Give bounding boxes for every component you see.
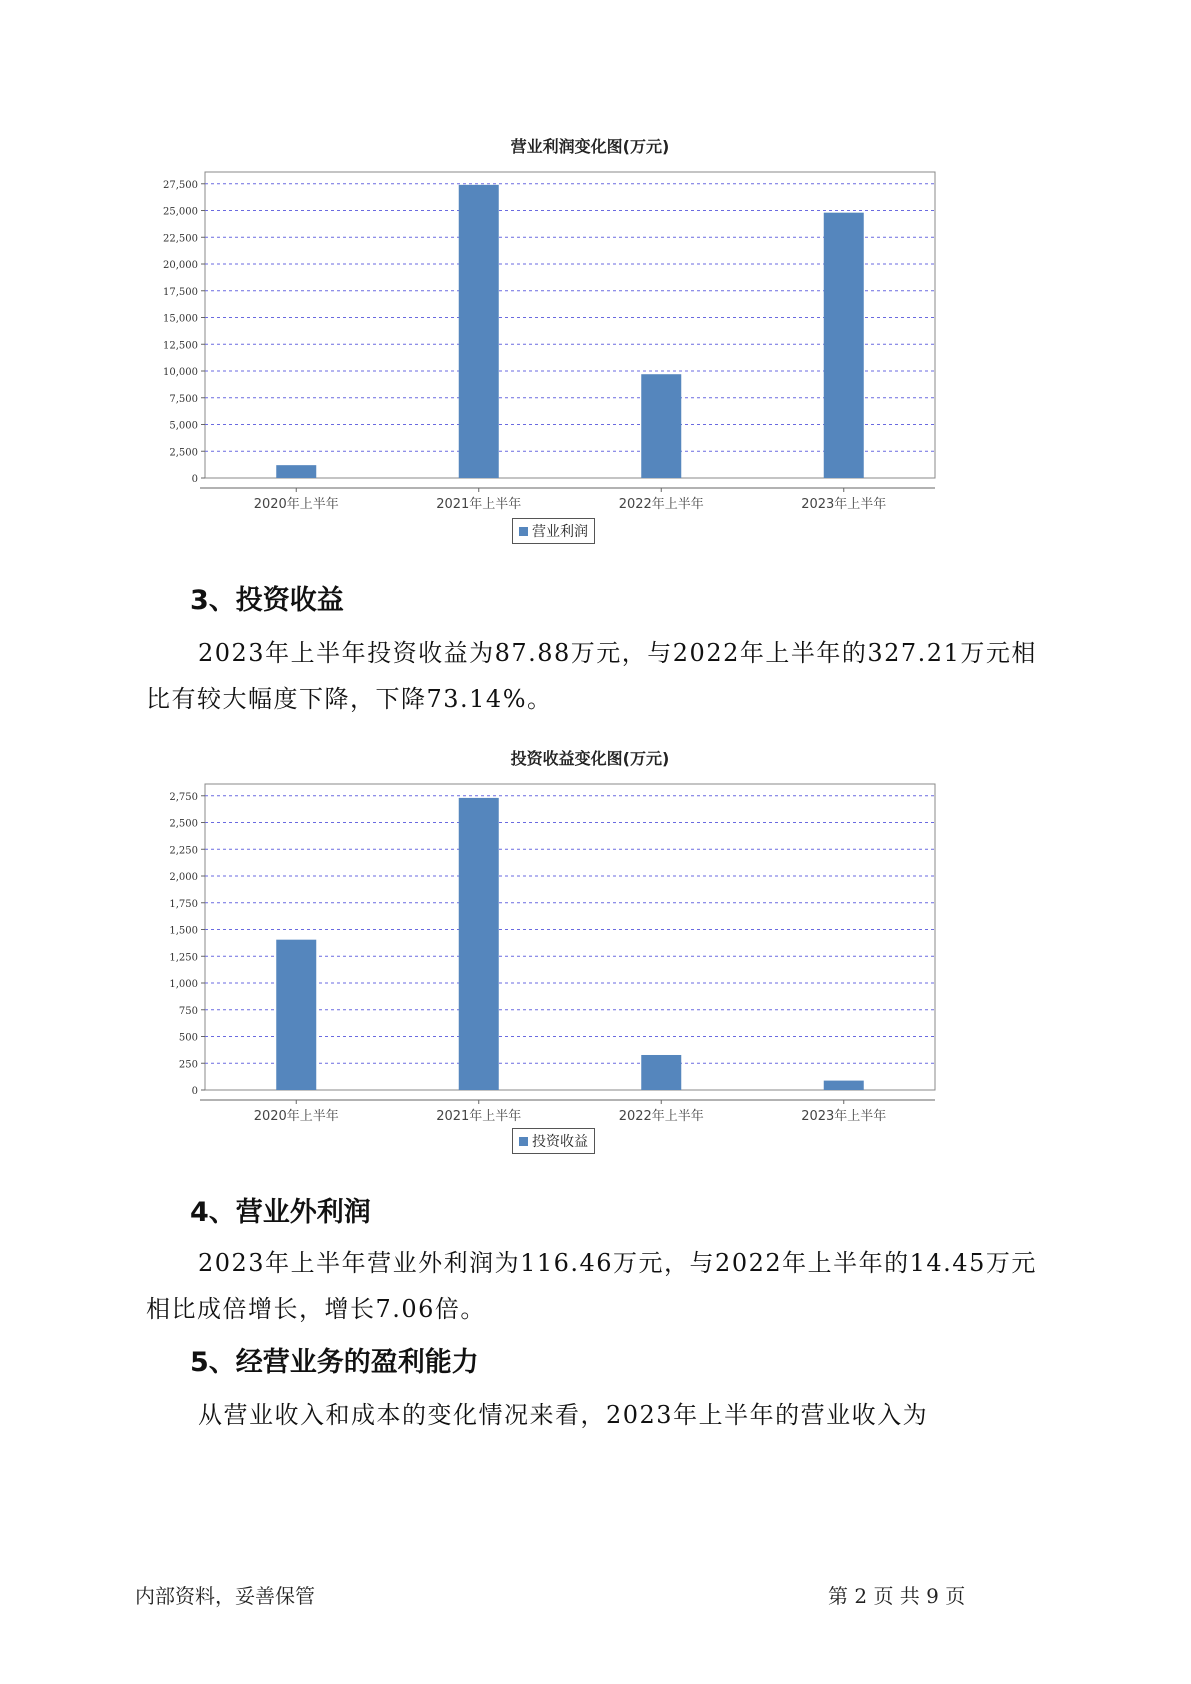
y-tick-label: 2,500 [169,447,198,459]
legend-swatch [519,1137,528,1146]
y-tick-label: 2,750 [169,791,198,803]
bar-2023年上半年 [824,213,864,478]
legend-label: 投资收益 [532,1134,588,1150]
paragraph-line [146,1392,1066,1438]
chart-legend [512,518,595,544]
x-tick-label: 2021年上半年 [436,497,522,512]
paragraph-line [146,1240,1066,1286]
paragraph-line: 比有较大幅度下降，下降73.14%。 [146,685,553,713]
y-tick-label: 22,500 [163,233,198,245]
y-tick-label: 15,000 [163,313,198,325]
bar-2022年上半年 [641,1055,681,1090]
paragraph-line: 相比成倍增长，增长7.06倍。 [146,1295,486,1323]
chart-plot [160,780,1020,1160]
y-tick-label: 25,000 [163,206,198,218]
y-tick-label: 2,000 [169,872,198,884]
y-tick-label: 0 [191,474,198,485]
y-tick-label: 20,000 [163,260,198,272]
chart-title: 营业利润变化图(万元) [510,137,670,156]
y-tick-label: 12,500 [163,340,198,352]
chart-legend [512,1128,595,1154]
y-tick-label: 750 [178,1005,198,1017]
section-paragraph-profitability [146,1392,1066,1438]
x-tick-label: 2020年上半年 [253,1109,339,1124]
bar-2020年上半年 [276,465,316,478]
chart-title: 投资收益变化图(万元) [510,749,670,768]
y-tick-label: 27,500 [163,179,198,191]
y-tick-label: 10,000 [163,367,198,379]
x-tick-label: 2023年上半年 [801,497,887,512]
y-tick-label: 7,500 [169,393,198,405]
section-paragraph-investment-income [146,630,1066,722]
paragraph-text: 2023年上半年营业外利润为116.46万元，与2022年上半年的14.45万元 [198,1249,1037,1277]
bar-2021年上半年 [459,185,499,478]
x-tick-label: 2020年上半年 [253,497,339,512]
y-tick-label: 1,000 [169,979,198,991]
paragraph-text: 从营业收入和成本的变化情况来看，2023年上半年的营业收入为 [198,1401,929,1429]
y-tick-label: 1,250 [169,952,198,964]
x-tick-label: 2022年上半年 [618,1109,704,1124]
y-tick-label: 17,500 [163,286,198,298]
bar-2020年上半年 [276,940,316,1090]
x-tick-label: 2023年上半年 [801,1109,887,1124]
section-heading-profitability: 5、经营业务的盈利能力 [190,1347,479,1378]
y-tick-label: 2,250 [169,845,198,857]
y-tick-label: 1,500 [169,925,198,937]
section-heading-investment-income: 3、投资收益 [190,585,344,616]
section-paragraph-non-operating-profit [146,1240,1066,1332]
y-tick-label: 250 [178,1059,198,1071]
x-tick-label: 2021年上半年 [436,1109,522,1124]
legend-swatch [519,527,528,536]
investment-income-chart [160,738,1020,1158]
y-tick-label: 2,500 [169,818,198,830]
y-tick-label: 5,000 [169,420,198,432]
legend-label: 营业利润 [532,524,588,540]
paragraph-text: 2023年上半年投资收益为87.88万元，与2022年上半年的327.21万元相 [198,639,1037,667]
y-tick-label: 0 [191,1086,198,1097]
paragraph-line [146,630,1066,676]
bar-2023年上半年 [824,1081,864,1090]
footer-left: 内部资料，妥善保管 [135,1584,315,1608]
bar-2022年上半年 [641,374,681,478]
footer-page-number: 第 2 页 共 9 页 [828,1584,966,1608]
y-tick-label: 1,750 [169,898,198,910]
y-tick-label: 500 [178,1032,198,1044]
chart-plot [160,168,1020,548]
section-heading-non-operating-profit: 4、营业外利润 [190,1197,371,1228]
x-tick-label: 2022年上半年 [618,497,704,512]
operating-profit-chart [160,128,1020,548]
bar-2021年上半年 [459,798,499,1090]
